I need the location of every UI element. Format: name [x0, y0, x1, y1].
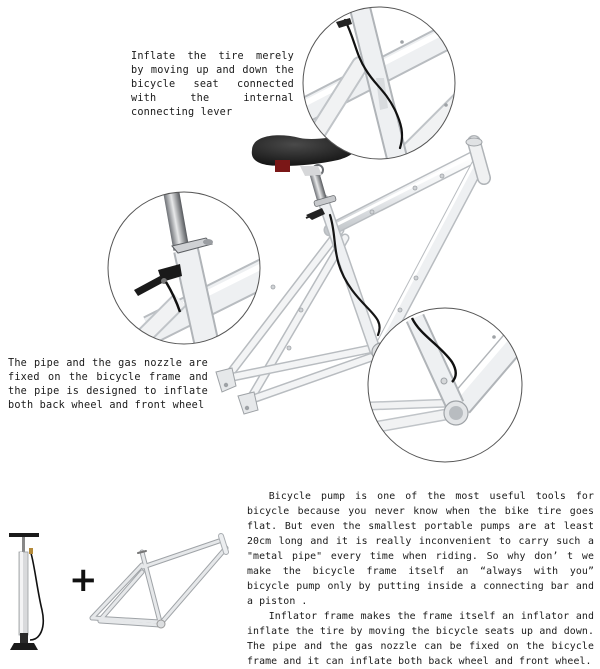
reflector	[275, 160, 290, 172]
caption-seat-lever: Inflate the tire merely by moving up and down the bicycle seat connected with the internal connecting lever	[131, 51, 294, 118]
description-block	[247, 489, 594, 669]
caption-pipe-nozzle: The pipe and the gas nozzle are fixed on the bicycle frame and the pipe is designed to inflate both back wheel and front wheel	[8, 358, 208, 411]
detail-circle-bottom-bracket	[368, 308, 522, 462]
detail-circle-seat-clamp	[108, 187, 270, 360]
floor-pump-icon	[9, 533, 43, 650]
plus-operator: +	[69, 560, 98, 600]
description-paragraph-1: Bicycle pump is one of the most useful tools for bicycle because you never know when the bike tire goes flat. But even the smallest portable pumps are at least 20cm long and it is really inconvenient to carry such a "metal pipe" every time when riding. So why don’ t we make the bicycle frame itself an “always with you” bicycle pump only by putting inside a connecting bar and a piston .	[247, 491, 594, 607]
bicycle-frame-icon	[92, 536, 226, 628]
description-paragraph-2: Inflator frame makes the frame itself an inflator and inflate the tire by moving the bicycle seats up and down. The pipe and the gas nozzle can be fixed on the bicycle frame and it can inflate both back wheel and front wheel.	[247, 611, 594, 667]
